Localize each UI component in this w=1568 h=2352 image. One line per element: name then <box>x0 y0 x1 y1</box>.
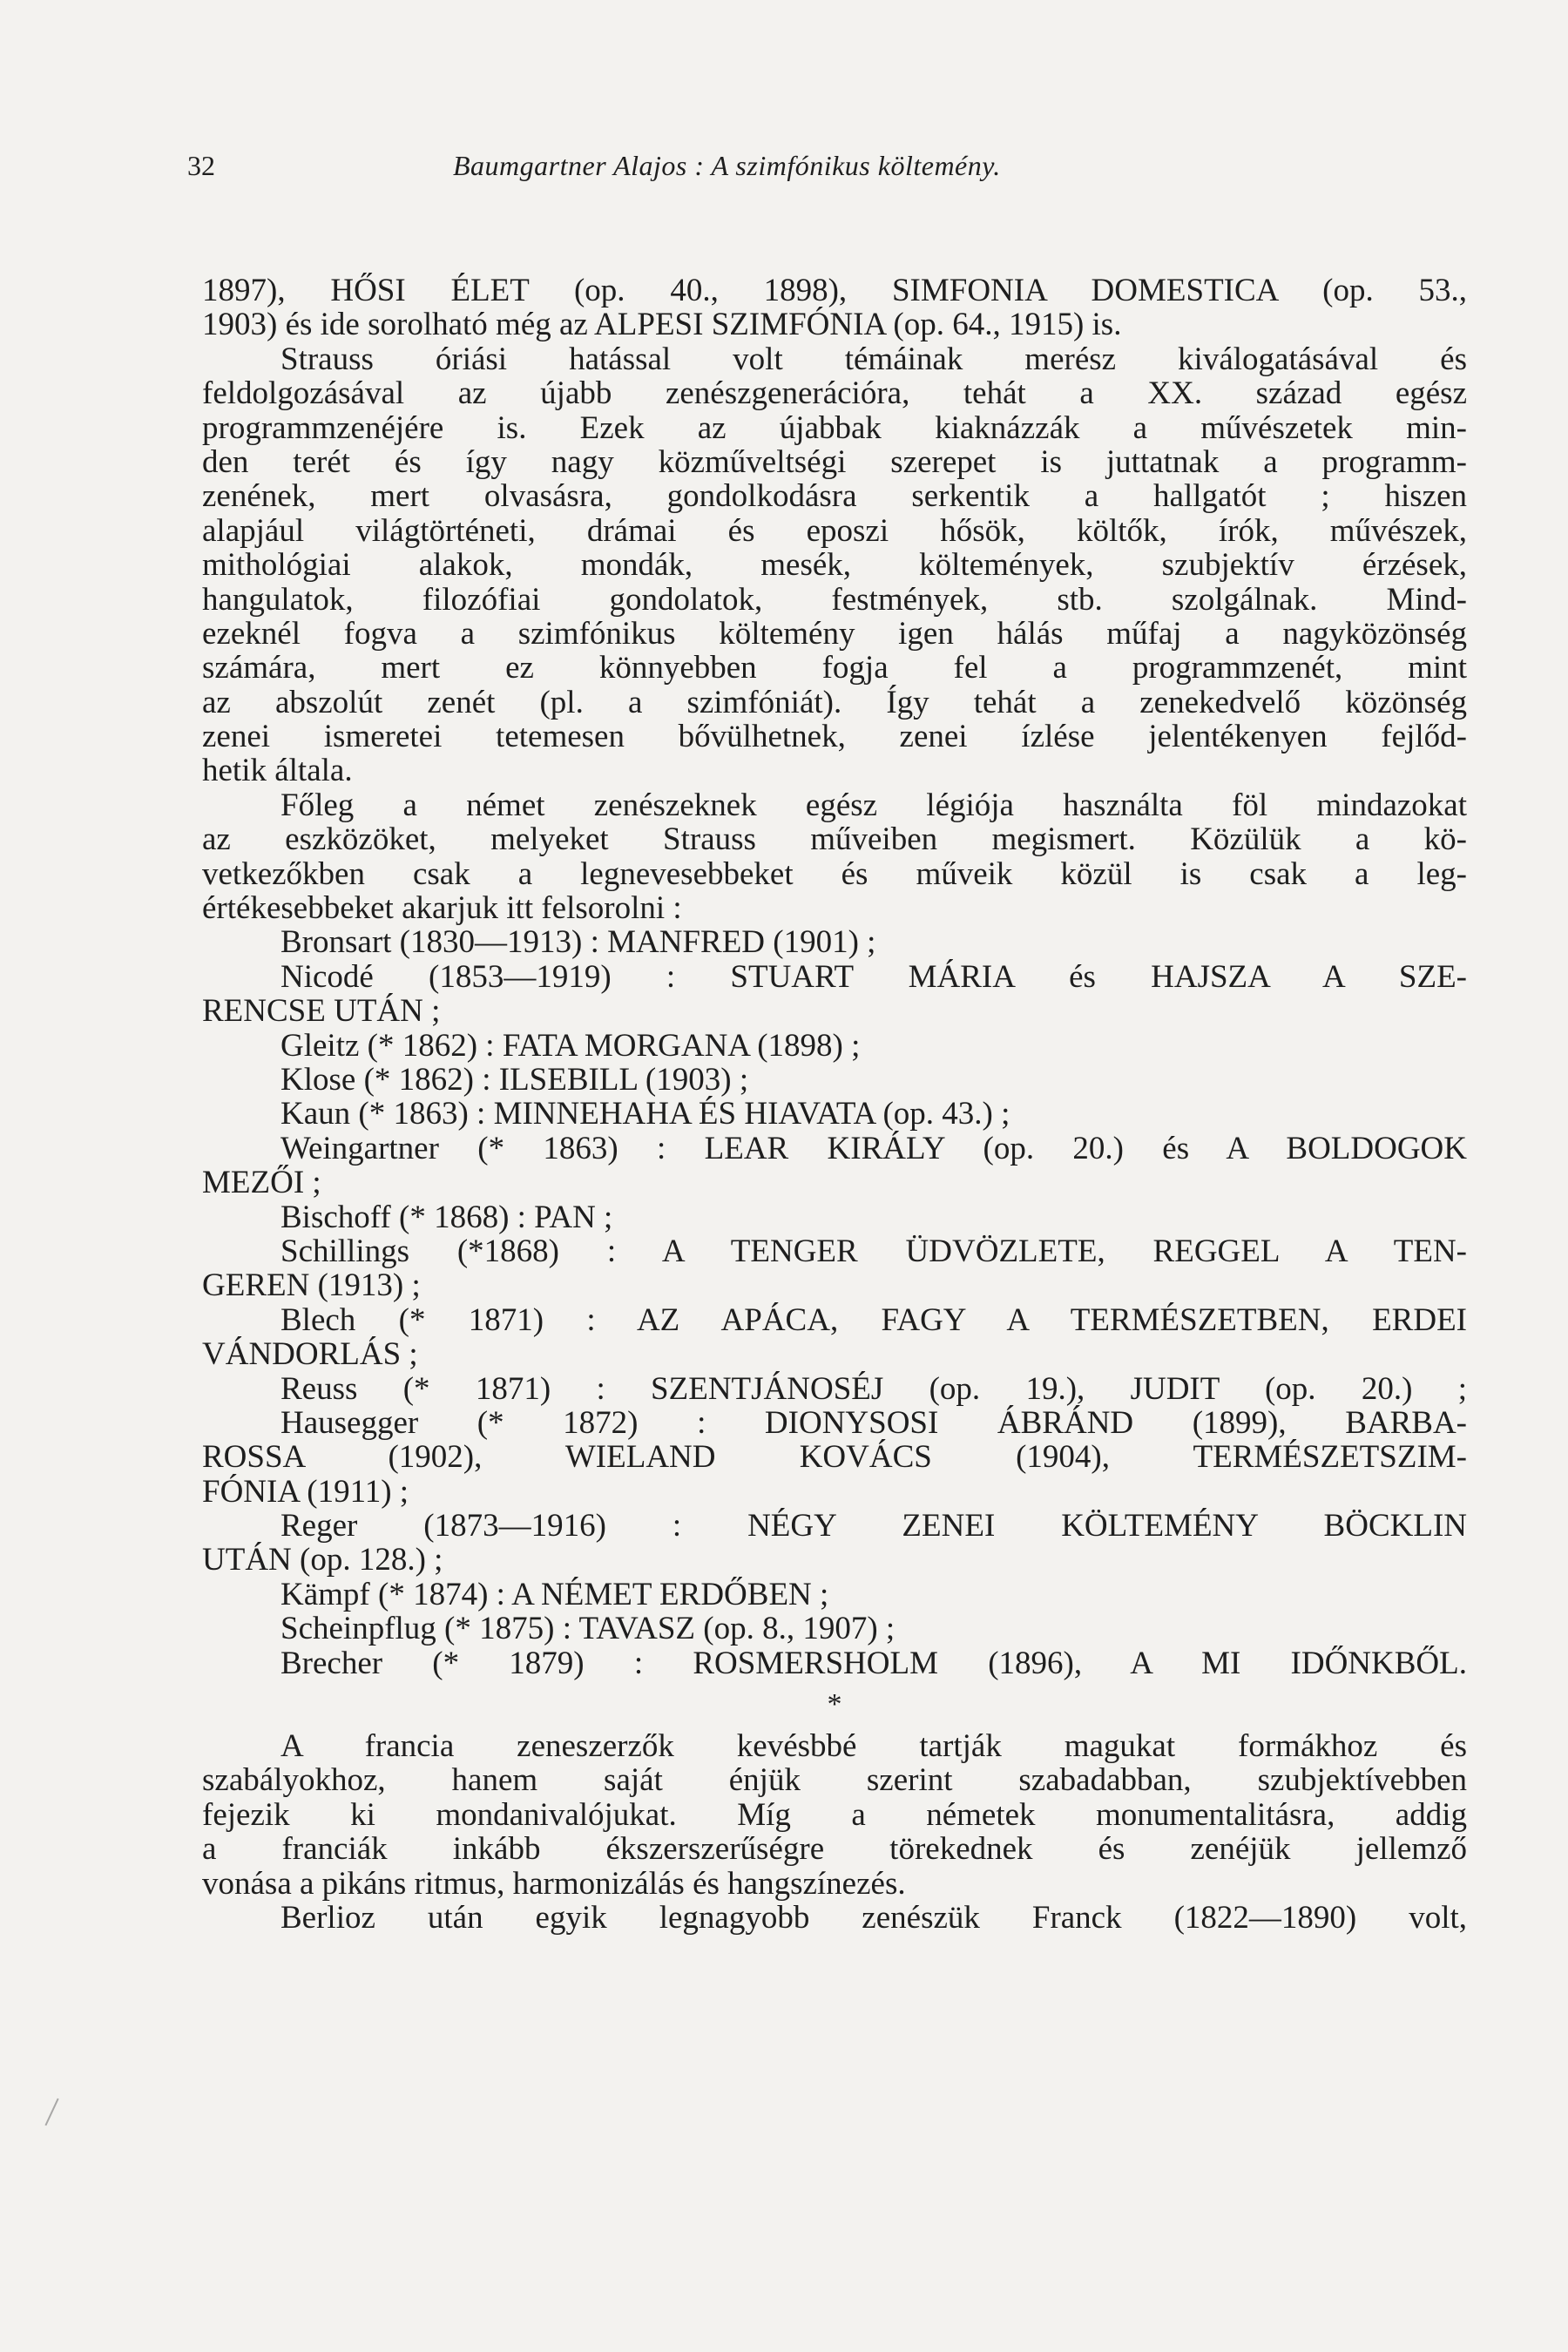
text-line: den terét és így nagy közműveltségi szerepet is juttatnak a programm- <box>202 443 1467 480</box>
page-number: 32 <box>187 150 215 181</box>
composer-entry: Weingartner (* 1863) : LEAR KIRÁLY (op. 20.) és A BOLDOGOK <box>280 1130 1467 1166</box>
text-line: az abszolút zenét (pl. a szimfóniát). Így tehát a zenekedvelő közönség <box>202 684 1467 720</box>
text-line: mithológiai alakok, mondák, mesék, költemények, szubjektív érzések, <box>202 547 1467 584</box>
composer-entry: Schillings (*1868) : A TENGER ÜDVÖZLETE, REGGEL A TEN- <box>280 1233 1467 1269</box>
composer-entry-continuation: RENCSE UTÁN ; <box>202 993 441 1030</box>
text-line: Főleg a német zenészeknek egész légiója használta föl mindazokat <box>280 787 1467 823</box>
section-divider-asterisk: * <box>827 1688 842 1721</box>
margin-pencil-mark <box>44 2099 68 2131</box>
composer-entry: Scheinpflug (* 1875) : TAVASZ (op. 8., 1907) ; <box>280 1611 896 1647</box>
composer-entry: Blech (* 1871) : AZ APÁCA, FAGY A TERMÉSZETBEN, ERDEI <box>280 1301 1467 1338</box>
composer-entry: Klose (* 1862) : ILSEBILL (1903) ; <box>280 1061 749 1098</box>
text-line: 1897), HŐSI ÉLET (op. 40., 1898), SIMFONIA DOMESTICA (op. 53., <box>202 273 1467 308</box>
body-text <box>202 274 1467 1935</box>
text-line: Berlioz után egyik legnagyobb zenészük Franck (1822—1890) volt, <box>280 1899 1467 1936</box>
composer-entry-continuation: GEREN (1913) ; <box>202 1267 421 1304</box>
composer-entry: Reuss (* 1871) : SZENTJÁNOSÉJ (op. 19.), JUDIT (op. 20.) ; <box>280 1370 1467 1407</box>
text-line: zenének, mert olvasásra, gondolkodásra serkentik a hallgatót ; hiszen <box>202 478 1467 515</box>
text-line: ezeknél fogva a szimfónikus költemény igen hálás műfaj a nagyközönség <box>202 615 1467 652</box>
composer-entry: Bischoff (* 1868) : PAN ; <box>280 1199 613 1235</box>
text-line: Strauss óriási hatással volt témáinak merész kiválogatásával és <box>280 341 1467 377</box>
composer-entry: Kaun (* 1863) : MINNEHAHA ÉS HIAVATA (op. 43.) ; <box>280 1096 1010 1132</box>
composer-entry-continuation: MEZŐI ; <box>202 1165 321 1201</box>
text-line: szabályokhoz, hanem saját énjük szerint szabadabban, szubjektívebben <box>202 1762 1467 1799</box>
composer-entry-continuation: ROSSA (1902), WIELAND KOVÁCS (1904), TERMÉSZETSZIM- <box>202 1439 1467 1476</box>
text-line: 1903) és ide sorolható még az ALPESI SZIMFÓNIA (op. 64., 1915) is. <box>202 307 1122 343</box>
composer-entry: Gleitz (* 1862) : FATA MORGANA (1898) ; <box>280 1027 861 1064</box>
text-line: hangulatok, filozófiai gondolatok, festmények, stb. szolgálnak. Mind- <box>202 581 1467 618</box>
text-line: számára, mert ez könnyebben fogja fel a programmzenét, mint <box>202 650 1467 686</box>
composer-entry: Hausegger (* 1872) : DIONYSOSI ÁBRÁND (1899), BARBA- <box>280 1404 1467 1441</box>
text-line: zenei ismeretei tetemesen bővülhetnek, zenei ízlése jelentékenyen fejlőd- <box>202 719 1467 755</box>
running-title: Baumgartner Alajos : A szimfónikus költemény. <box>453 150 1001 181</box>
composer-entry-continuation: VÁNDORLÁS ; <box>202 1336 418 1373</box>
composer-entry-continuation: UTÁN (op. 128.) ; <box>202 1542 443 1578</box>
text-line: programmzenéjére is. Ezek az újabbak kiaknázzák a művészetek min- <box>202 409 1467 446</box>
text-line: vonása a pikáns ritmus, harmonizálás és hangszínezés. <box>202 1865 906 1902</box>
text-line: alapjául világtörténeti, drámai és eposzi hősök, költők, írók, művészek, <box>202 512 1467 549</box>
page-header <box>187 150 1459 193</box>
text-line: értékesebbeket akarjuk itt felsorolni : <box>202 890 682 927</box>
composer-entry: Kämpf (* 1874) : A NÉMET ERDŐBEN ; <box>280 1576 829 1612</box>
text-line: a franciák inkább ékszerszerűségre törekednek és zenéjük jellemző <box>202 1831 1467 1868</box>
text-line: az eszközöket, melyeket Strauss műveiben megismert. Közülük a kö- <box>202 821 1467 858</box>
composer-entry: Bronsart (1830—1913) : MANFRED (1901) ; <box>280 924 876 961</box>
text-line: feldolgozásával az újabb zenészgenerációra, tehát a XX. század egész <box>202 375 1467 412</box>
composer-entry-continuation: FÓNIA (1911) ; <box>202 1473 409 1510</box>
text-line: fejezik ki mondanivalójukat. Míg a németek monumentalitásra, addig <box>202 1796 1467 1833</box>
composer-entry: Brecher (* 1879) : ROSMERSHOLM (1896), A MI IDŐNKBŐL. <box>280 1645 1467 1681</box>
composer-entry: Nicodé (1853—1919) : STUART MÁRIA és HAJSZA A SZE- <box>280 958 1467 995</box>
text-line: hetik általa. <box>202 753 353 789</box>
composer-entry: Reger (1873—1916) : NÉGY ZENEI KÖLTEMÉNY BÖCKLIN <box>280 1508 1467 1544</box>
text-line: A francia zeneszerzők kevésbbé tartják magukat formákhoz és <box>280 1728 1467 1765</box>
text-line: vetkezőkben csak a legnevesebbeket és műveik közül is csak a leg- <box>202 855 1467 892</box>
